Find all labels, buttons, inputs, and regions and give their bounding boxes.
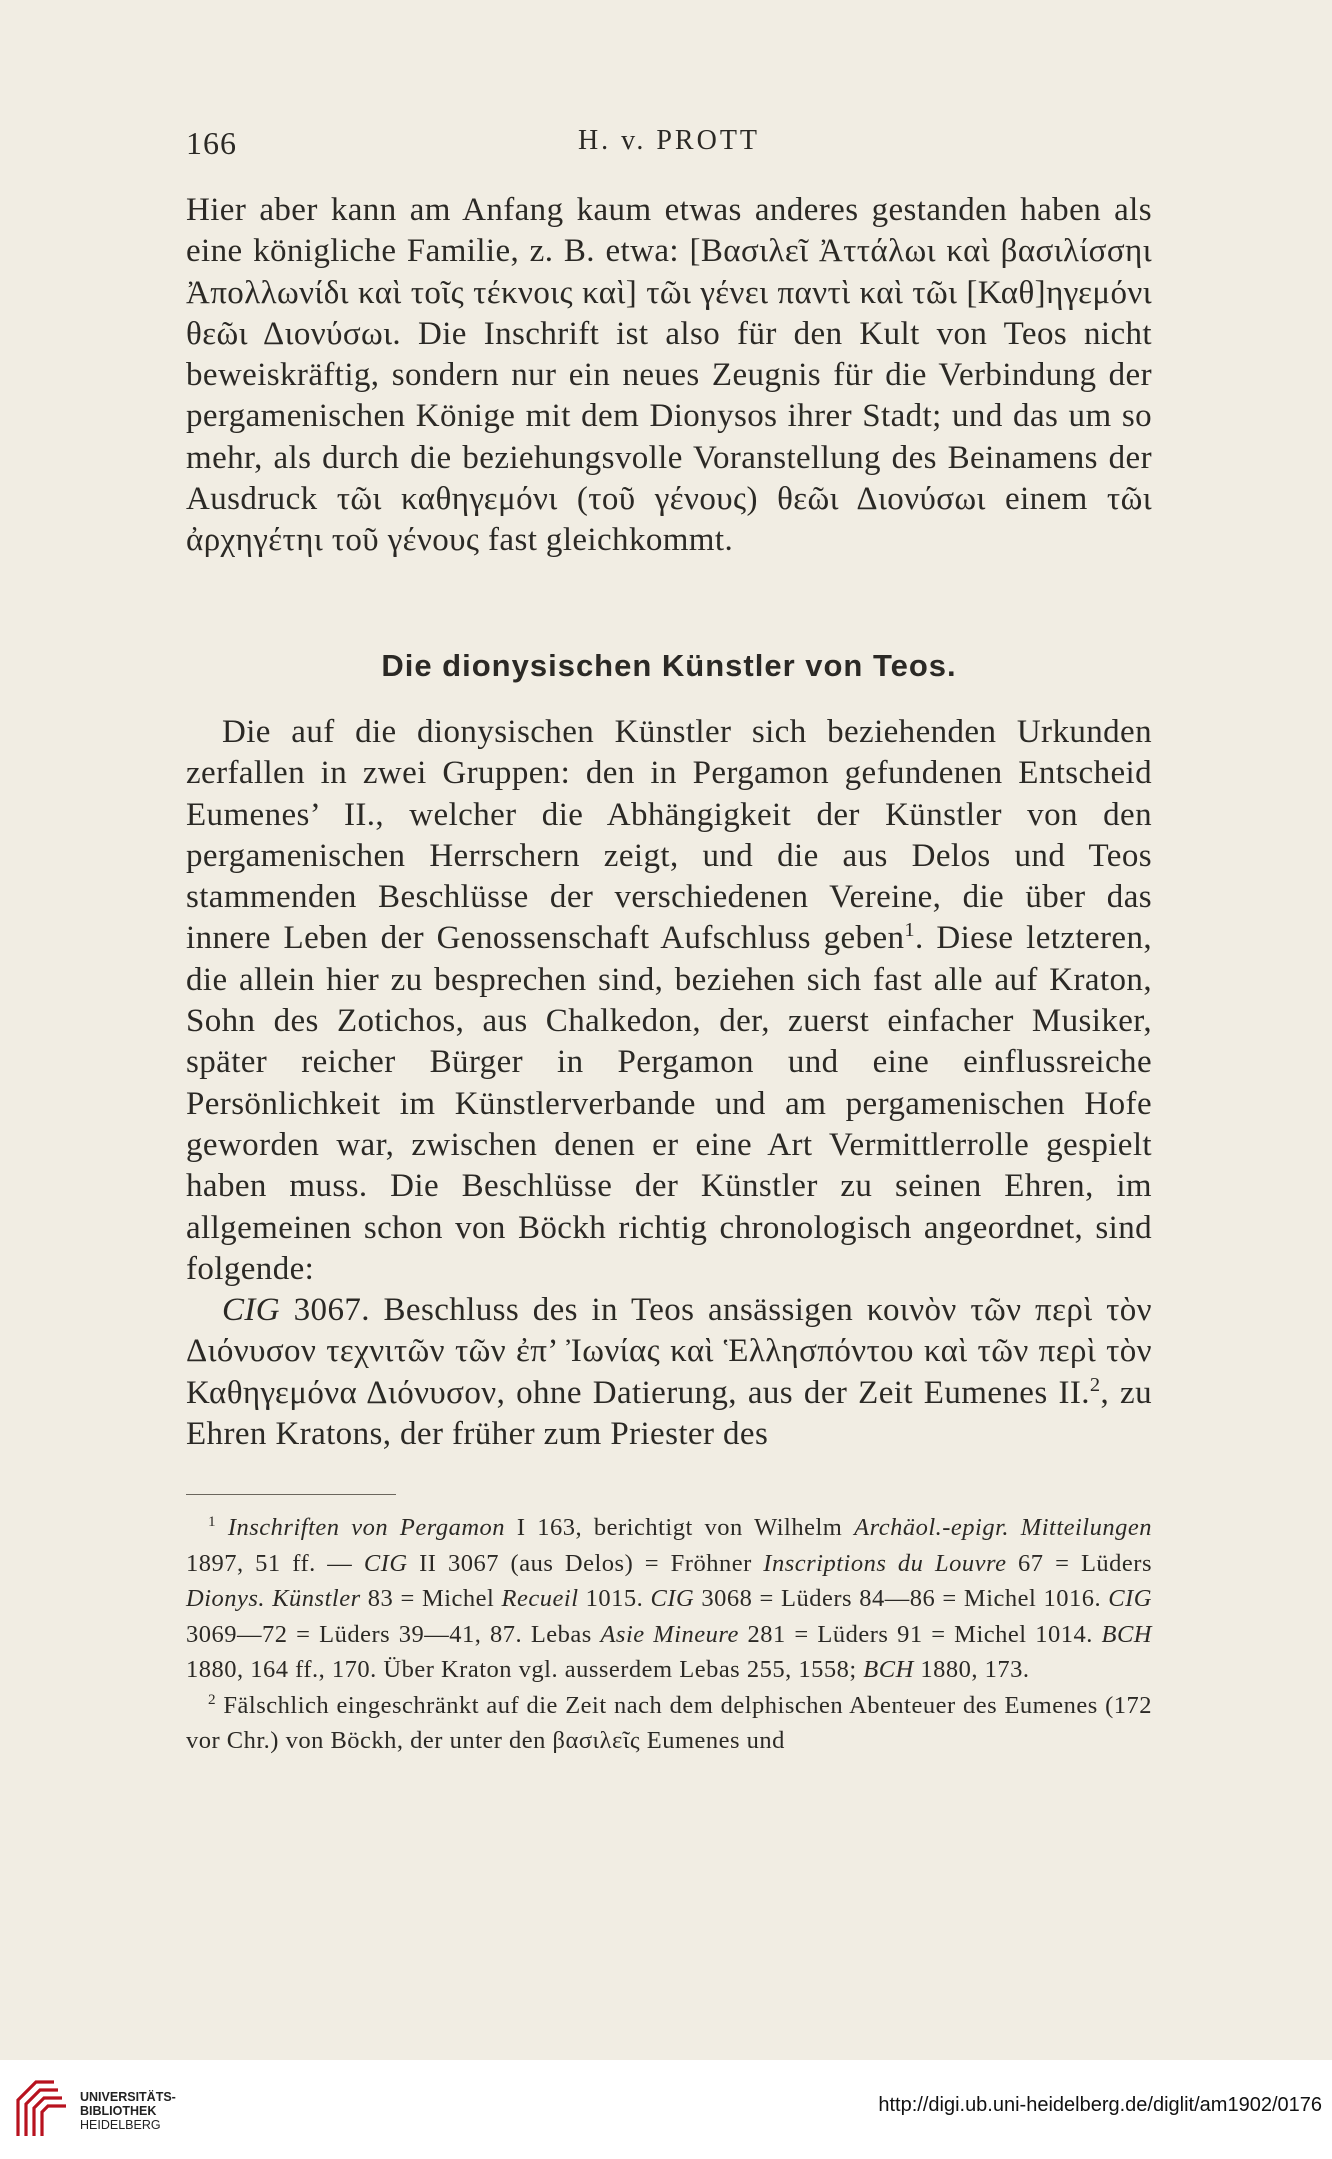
library-logo-icon xyxy=(14,2078,74,2140)
section-paragraph-1 xyxy=(186,712,1152,1290)
paragraph-1-text-b: . Diese letzteren, die allein hier zu besprechen sind, beziehen sich fast alle auf Kraton, Sohn des Zotichos, aus Chalkedon, der, zuerst einfacher Musiker, später reicher Bürger in Pergamon und eine einflussreiche Persönlichkeit im Künstlerverbande und am pergamenischen Hofe geworden war, zwischen denen er eine Art Vermittlerrolle gespielt haben muss. Die Beschlüsse der Künstler zu seinen Ehren, im allgemeinen schon von Böckh richtig chronologisch angeordnet, sind folgende: xyxy=(186,920,1152,1287)
footnote-1 xyxy=(186,1510,1152,1688)
section-text xyxy=(186,712,1152,1455)
footnote-ref-2: 2 xyxy=(1089,1373,1101,1396)
fn1-part: BCH xyxy=(863,1656,914,1683)
fn1-part: 281 = Lüders 91 = Michel 1014. xyxy=(738,1620,1102,1648)
logo-line-3: HEIDELBERG xyxy=(80,2118,161,2132)
fn1-part: 3068 = Lüders 84—86 = Michel 1016. xyxy=(694,1585,1109,1612)
library-logo-text xyxy=(80,2090,176,2132)
source-url[interactable]: http://digi.ub.uni-heidelberg.de/diglit/am1902/0176 xyxy=(878,2094,1322,2116)
logo-line-2: BIBLIOTHEK xyxy=(80,2104,157,2118)
fn1-part: CIG xyxy=(363,1549,408,1577)
fn1-part: II 3067 (aus Delos) = Fröhner xyxy=(407,1549,764,1577)
fn1-part: 1880, 164 ff., 170. Über Kraton vgl. ausserdem Lebas 255, 1558; xyxy=(186,1656,864,1683)
intro-paragraph: Hier aber kann am Anfang kaum etwas anderes gestanden haben als eine königliche Familie, z. B. etwa: [Βασιλεῖ Ἀττάλωι καὶ βασιλίσσηι Ἀπολλωνίδι καὶ τοῖς τέκνοις καὶ] τῶι γένει παντὶ καὶ τῶι [Καθ]ηγεμόνι θεῶι Διονύσωι. Die Inschrift ist also für den Kult von Teos nicht beweiskräftig, sondern nur ein neues Zeugnis für die Verbindung der pergamenischen Könige mit dem Dionysos ihrer Stadt; und das um so mehr, als durch die beziehungsvolle Voranstellung des Beinamens der Ausdruck τῶι καθηγεμόνι (τοῦ γένους) θεῶι Διονύσωι einem τῶι ἀρχηγέτηι τοῦ γένους fast gleichkommt. xyxy=(186,192,1152,559)
fn2-text: Fälschlich eingeschränkt auf die Zeit nach dem delphischen Abenteuer des Eumenes (172 vor Chr.) von Böckh, der unter den βασιλεῖς Eumenes und xyxy=(186,1691,1152,1754)
paragraph-1-text-a: Die auf die dionysischen Künstler sich beziehenden Urkunden zerfallen in zwei Gruppen: den in Pergamon gefundenen Entscheid Eumenes’ II., welcher die Abhängigkeit der Künstler von den pergamenischen Herrschern zeigt, und die aus Delos und Teos stammenden Beschlüsse der verschiedenen Vereine, die über das innere Leben der Genossenschaft Aufschluss geben xyxy=(186,714,1152,957)
fn1-part: Recueil xyxy=(501,1585,579,1612)
page-header xyxy=(186,125,1152,165)
footnotes xyxy=(186,1510,1152,1759)
footnote-divider xyxy=(186,1494,396,1495)
footnote-1-number: 1 xyxy=(208,1512,217,1530)
page-number: 166 xyxy=(186,125,237,161)
fn1-part: Inscriptions du Louvre xyxy=(763,1549,1007,1577)
section-heading: Die dionysischen Künstler von Teos. xyxy=(381,648,957,683)
logo-line-1: UNIVERSITÄTS- xyxy=(80,2090,176,2104)
fn1-part: 1880, 173. xyxy=(913,1656,1030,1683)
fn1-part: Archäol.-epigr. Mitteilungen xyxy=(854,1514,1152,1541)
fn1-part: CIG xyxy=(650,1585,695,1612)
running-head: H. v. PROTT xyxy=(577,125,761,156)
fn1-part: 3069—72 = Lüders 39—41, 87. Lebas xyxy=(186,1620,601,1648)
paragraph-2-text-a: 3067. Beschluss des in Teos ansässigen κοινὸν τῶν περὶ τὸν Διόνυσον τεχνιτῶν τῶν ἐπ’ Ἰωνίας καὶ Ἑλλησπόντου καὶ τῶν περὶ τὸν Καθηγεμόνα Διόνυσον, ohne Datierung, aus der Zeit Eumenes II. xyxy=(186,1292,1152,1411)
cig-abbrev: CIG xyxy=(222,1292,281,1329)
fn1-part: Dionys. Künstler xyxy=(186,1585,361,1612)
fn1-part: 83 = Michel xyxy=(360,1585,502,1612)
fn1-part: 1015. xyxy=(578,1585,651,1612)
fn1-part: Asie Mineure xyxy=(600,1620,739,1648)
fn1-part: 1897, 51 ff. — xyxy=(186,1549,364,1577)
fn1-part: CIG xyxy=(1108,1585,1152,1612)
footnote-2-number: 2 xyxy=(208,1690,217,1708)
fn1-part: BCH xyxy=(1101,1620,1152,1648)
fn1-part: I 163, berichtigt von Wilhelm xyxy=(505,1514,855,1541)
fn1-part: Inschriften von Pergamon xyxy=(227,1514,506,1541)
paragraph-2-text-b: , zu Ehren Kratons, der früher zum Priester des xyxy=(186,1374,1153,1453)
section-paragraph-2 xyxy=(186,1290,1152,1455)
footnote-ref-1: 1 xyxy=(904,919,916,942)
footnote-2 xyxy=(186,1688,1152,1759)
intro-text xyxy=(186,190,1152,562)
fn1-part: 67 = Lüders xyxy=(1006,1549,1152,1577)
